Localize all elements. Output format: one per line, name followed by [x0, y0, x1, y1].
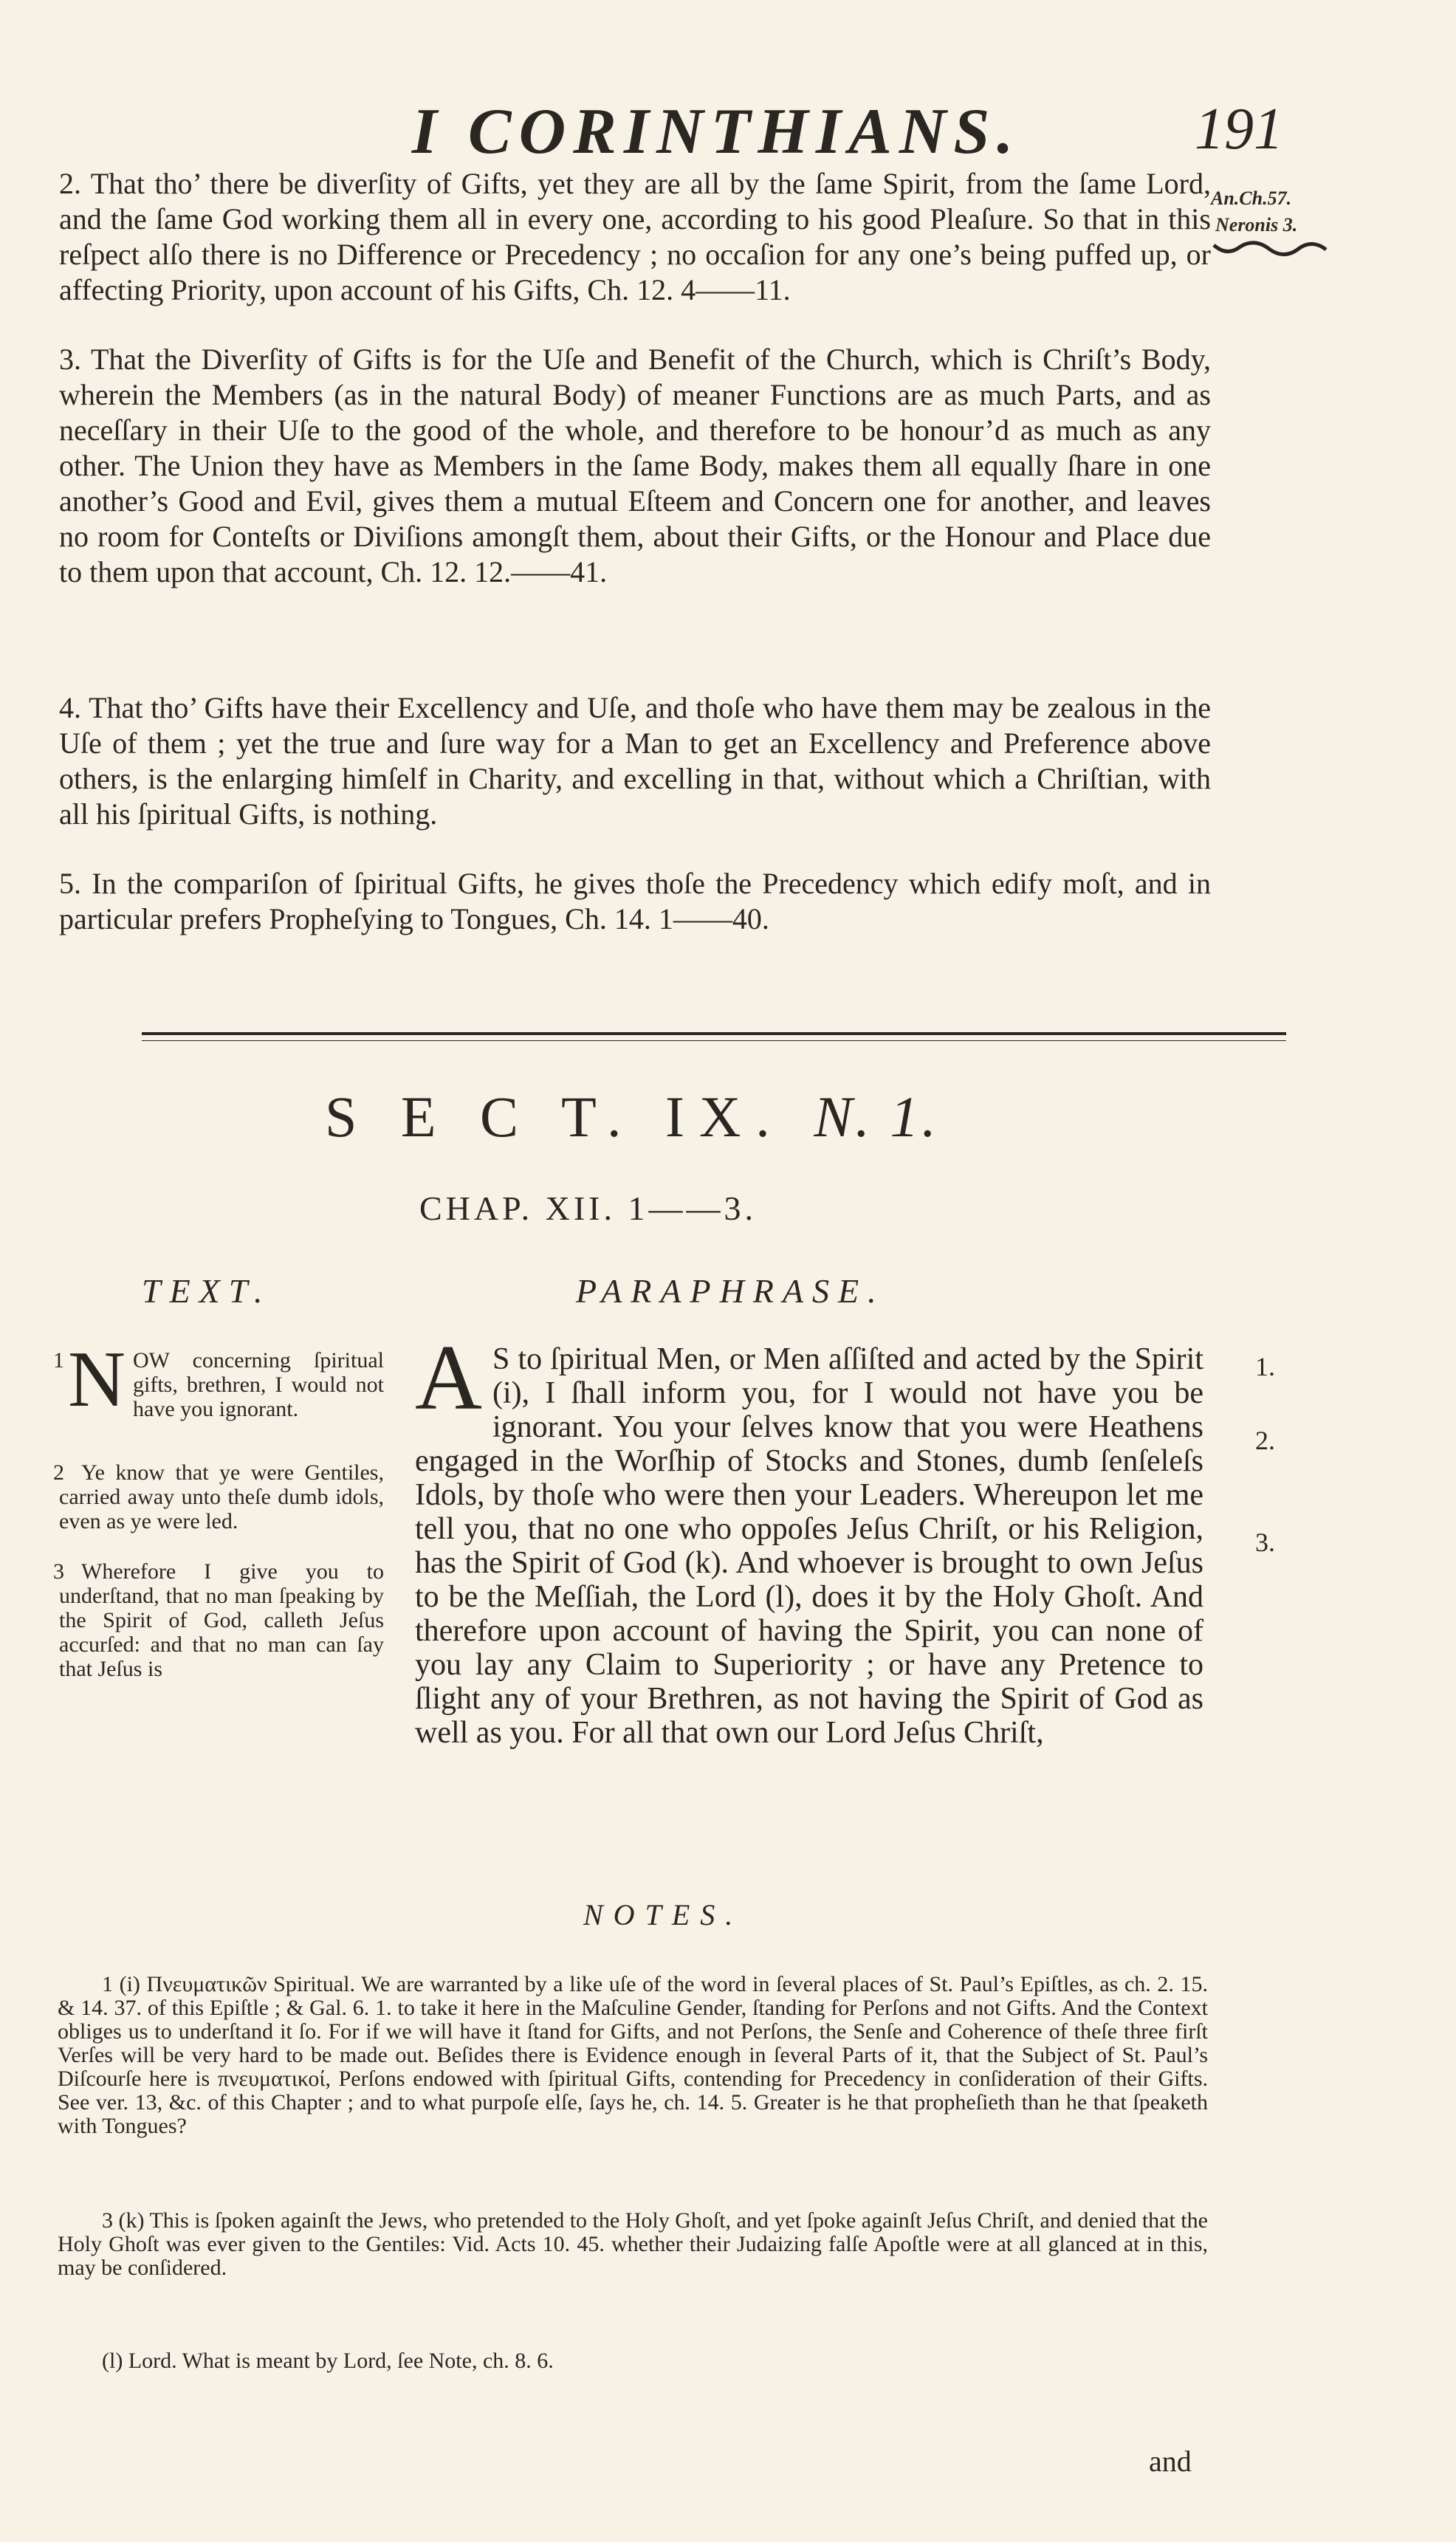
- text-column-heading: TEXT.: [142, 1272, 272, 1310]
- verse-text: [59, 1336, 384, 1423]
- verse-number: 1: [53, 1348, 64, 1373]
- section-divider-thick: [142, 1032, 1286, 1035]
- section-title: S E C T. IX.: [325, 1085, 785, 1149]
- section-heading: [325, 1084, 939, 1150]
- margin-era-note: An.Ch.57.: [1211, 188, 1292, 209]
- verse-number: 3: [53, 1559, 64, 1584]
- paraphrase-verse-marker: 2.: [1255, 1426, 1275, 1455]
- paraphrase-text: [415, 1327, 1203, 1750]
- summary-paragraph-3: 3. That the Diverſity of Gifts is for the Uſe and Benefit of the Church, which is Chriſt’s Body, wherein the Members (as in the natural Body) of meaner Functions are as much Parts, and as neceſſary in their Uſe to the good of the whole, and therefore to be honour’d as much as any other. The Union they have as Members in the ſame Body, makes them all equally ſhare in one another’s Good and Evil, gives them a mutual Eſteem and Concern one for another, and leaves no room for Conteſts or Diviſions amongſt them, about their Gifts, or the Honour and Place due to them upon that account, Ch. 12. 12.——41.: [59, 343, 1211, 588]
- summary-paragraph-4: 4. That tho’ Gifts have their Excellency and Uſe, and thoſe who have them may be zealous in the Uſe of them ; yet the true and ſure way for a Man to get an Excellency and Preference above others, is the enlarging himſelf in Charity, and excelling in that, without which a Chriſtian, with all his ſpiritual Gifts, is nothing.: [59, 691, 1211, 831]
- chapter-heading: CHAP. XII. 1——3.: [419, 1189, 757, 1227]
- verse-drop-initial: N: [68, 1336, 126, 1423]
- running-title: I CORINTHIANS.: [411, 96, 1021, 168]
- verse-body: OW concerning ſpiritual gifts, brethren, I would not have you ignorant.: [133, 1348, 384, 1421]
- notes-heading: NOTES.: [583, 1898, 744, 1931]
- paraphrase-drop-initial: A: [415, 1327, 482, 1429]
- section-divider-thin: [142, 1040, 1286, 1041]
- note-item: 1 (i) Πνευματικῶν Spiritual. We are warranted by a like uſe of the word in ſeveral places of St. Paul’s Epiſtles, as ch. 2. 15. & 14. 37. of this Epiſtle ; & Gal. 6. 1. to take it here in the Maſculine Gender, ſtanding for Perſons and not Gifts. And the Context obliges us to underſtand it ſo. For if we will have it ſtand for Gifts, and not Perſons, the Senſe and Coherence of theſe three firſt Verſes will be very hard to be made out. Beſides there is Evidence enough in ſeveral Parts of it, that the Subject of St. Paul’s Diſcourſe here is πνευματικοί, Perſons endowed with ſpiritual Gifts, contending for Precedency in conſideration of their Gifts. See ver. 13, &c. of this Chapter ; and to what purpoſe elſe, ſays he, ch. 14. 5. Greater is he that propheſieth than he that ſpeaketh with Tongues?: [58, 1972, 1208, 2138]
- catchword: and: [1149, 2445, 1192, 2478]
- summary-paragraph-5: 5. In the compariſon of ſpiritual Gifts, he gives thoſe the Precedency which edify moſt, and in particular prefers Propheſying to Tongues, Ch. 14. 1——40.: [59, 867, 1211, 935]
- note-item: (l) Lord. What is meant by Lord, ſee Note, ch. 8. 6.: [102, 2349, 554, 2373]
- paraphrase-verse-marker: 1.: [1255, 1352, 1275, 1381]
- paraphrase-column-heading: PARAPHRASE.: [576, 1272, 885, 1310]
- verse-text: Ye know that ye were Gentiles, carried away unto theſe dumb idols, even as ye were led.: [59, 1460, 384, 1533]
- summary-paragraph-2: 2. That tho’ there be diverſity of Gifts, yet they are all by the ſame Spirit, from the ſame Lord, and the ſame God working them all in every one, according to his good Pleaſure. So that in this reſpect alſo there is no Difference or Precedency ; no occaſion for any one’s being puffed up, or affecting Priority, upon account of his Gifts, Ch. 12. 4——11.: [59, 167, 1211, 306]
- note-item: 3 (k) This is ſpoken againſt the Jews, who pretended to the Holy Ghoſt, and yet ſpoke againſt Jeſus Chriſt, and denied that the Holy Ghoſt was ever given to the Gentiles: Vid. Acts 10. 45. whether their Judaizing falſe Apoſtle were at all glanced at in this, may be conſidered.: [58, 2208, 1208, 2280]
- paraphrase-verse-marker: 3.: [1255, 1528, 1275, 1557]
- margin-reign-note: Neronis 3.: [1215, 214, 1298, 236]
- verse-text: Wherefore I give you to underſtand, that no man ſpeaking by the Spirit of God, calleth Jeſus accurſed: and that no man can ſay that Jeſus is: [59, 1559, 384, 1681]
- verse-number: 2: [53, 1460, 64, 1485]
- paraphrase-body: S to ſpiritual Men, or Men aſſiſted and acted by the Spirit (i), I ſhall inform you, for I would not have you be ignorant. You your ſelves know that you were Heathens engaged in the Worſhip of Stocks and Stones, dumb ſenſeleſs Idols, by thoſe who were then your Leaders. Whereupon let me tell you, that no one who oppoſes Jeſus Chriſt, or his Religion, has the Spirit of God (k). And whoever is brought to own Jeſus to be the Meſſiah, the Lord (l), does it by the Holy Ghoſt. And therefore upon account of having the Spirit, you can none of you lay any Claim to Superiority ; or have any Pretence to ſlight any of your Brethren, as not having the Spirit of God as well as you. For all that own our Lord Jeſus Chriſt,: [415, 1342, 1203, 1750]
- page-number: 191: [1195, 97, 1283, 162]
- section-number: N. 1.: [814, 1085, 939, 1149]
- flourish-ornament-icon: [1211, 235, 1329, 264]
